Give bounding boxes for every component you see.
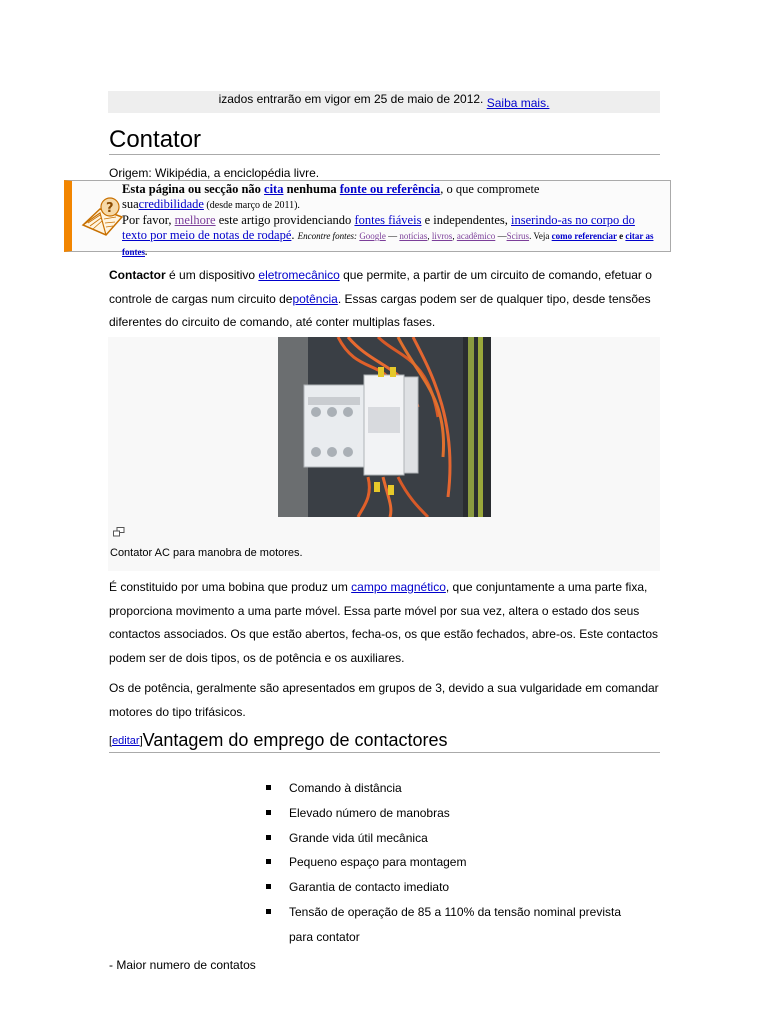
contactor-photo[interactable] — [278, 337, 491, 517]
list-item — [266, 875, 646, 900]
bullet-icon — [266, 785, 271, 790]
notice-bold-text-2: nenhuma — [283, 182, 340, 196]
list-item-text: Pequeno espaço para montagem — [289, 855, 467, 870]
find-livros-link[interactable]: livros — [431, 231, 453, 241]
find-e: e — [616, 231, 626, 241]
notice-text-block: Esta página ou secção não cita nenhuma fonte ou referência, o que compromete suacredibilidade (desde março de 2011). Por favor, melhore este artigo providenciando fontes fiáveis e independentes, inserindo-as no corpo do texto por meio de notas de rodapé. Encontre fontes: Google — notícias, livros, acadêmico —Scirus. Veja como referenciar e citar as fontes. — [122, 182, 654, 257]
figure-caption: Contator AC para manobra de motores. — [110, 547, 303, 559]
origin-line: Origem: Wikipédia, a enciclopédia livre. — [109, 166, 320, 180]
fontes-fiaveis-link[interactable]: fontes fiáveis — [354, 213, 422, 227]
magnify-icon[interactable] — [113, 527, 125, 537]
page-title: Contator — [109, 124, 660, 155]
notice-por-favor: Por favor, — [122, 213, 175, 227]
notice-date: (desde março de 2011). — [203, 200, 300, 211]
bullet-icon — [266, 884, 271, 889]
find-sources-label: Encontre fontes: — [297, 231, 358, 241]
list-item-text: Elevado número de manobras — [289, 805, 450, 820]
intro-text-1: é um dispositivo — [165, 268, 259, 282]
find-dot: . — [145, 247, 148, 257]
campo-magnetico-link[interactable]: campo magnético — [351, 580, 446, 594]
notice-end: . — [291, 228, 298, 242]
find-scirus-link[interactable]: Scirus — [506, 231, 530, 241]
last-line: - Maior numero de contatos — [109, 958, 256, 972]
notice-text: izados entrarão em vigor em 25 de maio de 2012. — [218, 92, 487, 106]
para2-text-1: É constituido por uma bobina que produz um — [109, 580, 352, 594]
find-sep: — — [385, 231, 400, 241]
find-sep-2: — — [495, 231, 507, 241]
find-google-link[interactable]: Google — [359, 231, 386, 241]
site-notice — [108, 91, 660, 113]
intro-paragraph — [109, 264, 664, 335]
cita-link[interactable]: cita — [264, 182, 284, 196]
potencia-link[interactable]: potência — [292, 291, 338, 306]
list-item — [266, 850, 646, 875]
contactor-figure — [108, 337, 660, 571]
bullet-icon — [266, 835, 271, 840]
advantages-list — [266, 776, 646, 950]
como-referenciar-link[interactable]: como referenciar — [551, 231, 617, 241]
paragraph-3: Os de potência, geralmente são apresentados em grupos de 3, devido a sua vulgaridade em comandar motores do tipo trifásicos. — [109, 681, 659, 719]
section-heading-text: Vantagem do emprego de contactores — [142, 730, 448, 750]
bullet-icon — [266, 859, 271, 864]
edit-bracket-open: [ — [109, 735, 113, 747]
notice-mid: este artigo providenciando — [215, 213, 355, 227]
find-veja: . Veja — [529, 231, 552, 241]
paragraph-2 — [109, 576, 664, 670]
intro-bold-term: Contactor — [109, 268, 166, 282]
edit-bracket-close: ] — [139, 735, 143, 747]
list-item-text: Grande vida útil mecânica — [289, 830, 428, 845]
notas-rodape-link[interactable]: inserindo-as no corpo do texto por meio de notas de rodapé — [122, 213, 635, 242]
list-item — [266, 776, 646, 801]
notice-bold-text: Esta página ou secção não — [122, 182, 265, 196]
para2-text-2: , que conjuntamente a uma parte fixa, proporciona movimento a uma parte móvel. Essa parte móvel por sua vez, altera o estado dos seus contactos associados. Os que estão abertos, fecha-os, os que estão fechados, abre-os. Este contactos podem ser de dois tipos, os de potência e os auxiliares. — [109, 580, 658, 665]
contactor-photo-drawing — [278, 337, 491, 517]
list-item — [266, 801, 646, 826]
eletromecanico-link[interactable]: eletromecânico — [258, 268, 340, 282]
list-item — [266, 826, 646, 851]
list-item-text: Tensão de operação de 85 a 110% da tensão nominal prevista para contator — [289, 904, 622, 944]
bullet-icon — [266, 909, 271, 914]
list-item — [266, 900, 646, 950]
svg-text:?: ? — [106, 201, 114, 216]
notice-link[interactable]: Saiba mais. — [486, 96, 550, 110]
credibilidade-link[interactable]: credibilidade — [138, 197, 204, 211]
book-question-icon — [80, 195, 126, 237]
intro-text-3: . Essas cargas podem ser de qualquer tipo, desde tensões diferentes do circuito de comando, até conter multiplas fases. — [109, 291, 651, 329]
notice-mid2: e independentes, — [421, 213, 511, 227]
list-item-text: Garantia de contacto imediato — [289, 880, 450, 895]
find-academico-link[interactable]: acadêmico — [456, 231, 496, 241]
citar-fontes-link[interactable]: citar as fontes — [122, 231, 654, 257]
melhore-link[interactable]: melhore — [174, 213, 216, 227]
fonte-referencia-link[interactable]: fonte ou referência — [339, 182, 441, 196]
intro-text-2: que permite, a partir de um circuito de comando, efetuar o controle de cargas num circuito de — [109, 268, 652, 306]
edit-section-link[interactable]: editar — [112, 735, 140, 747]
list-item-text: Comando à distância — [289, 781, 402, 795]
bullet-icon — [266, 810, 271, 815]
notice-sua: sua — [122, 197, 139, 211]
find-noticias-link[interactable]: notícias — [399, 231, 428, 241]
unsourced-notice-box — [64, 180, 671, 257]
section-heading — [109, 728, 660, 753]
notice-text-rest: , o que compromete — [440, 182, 540, 196]
